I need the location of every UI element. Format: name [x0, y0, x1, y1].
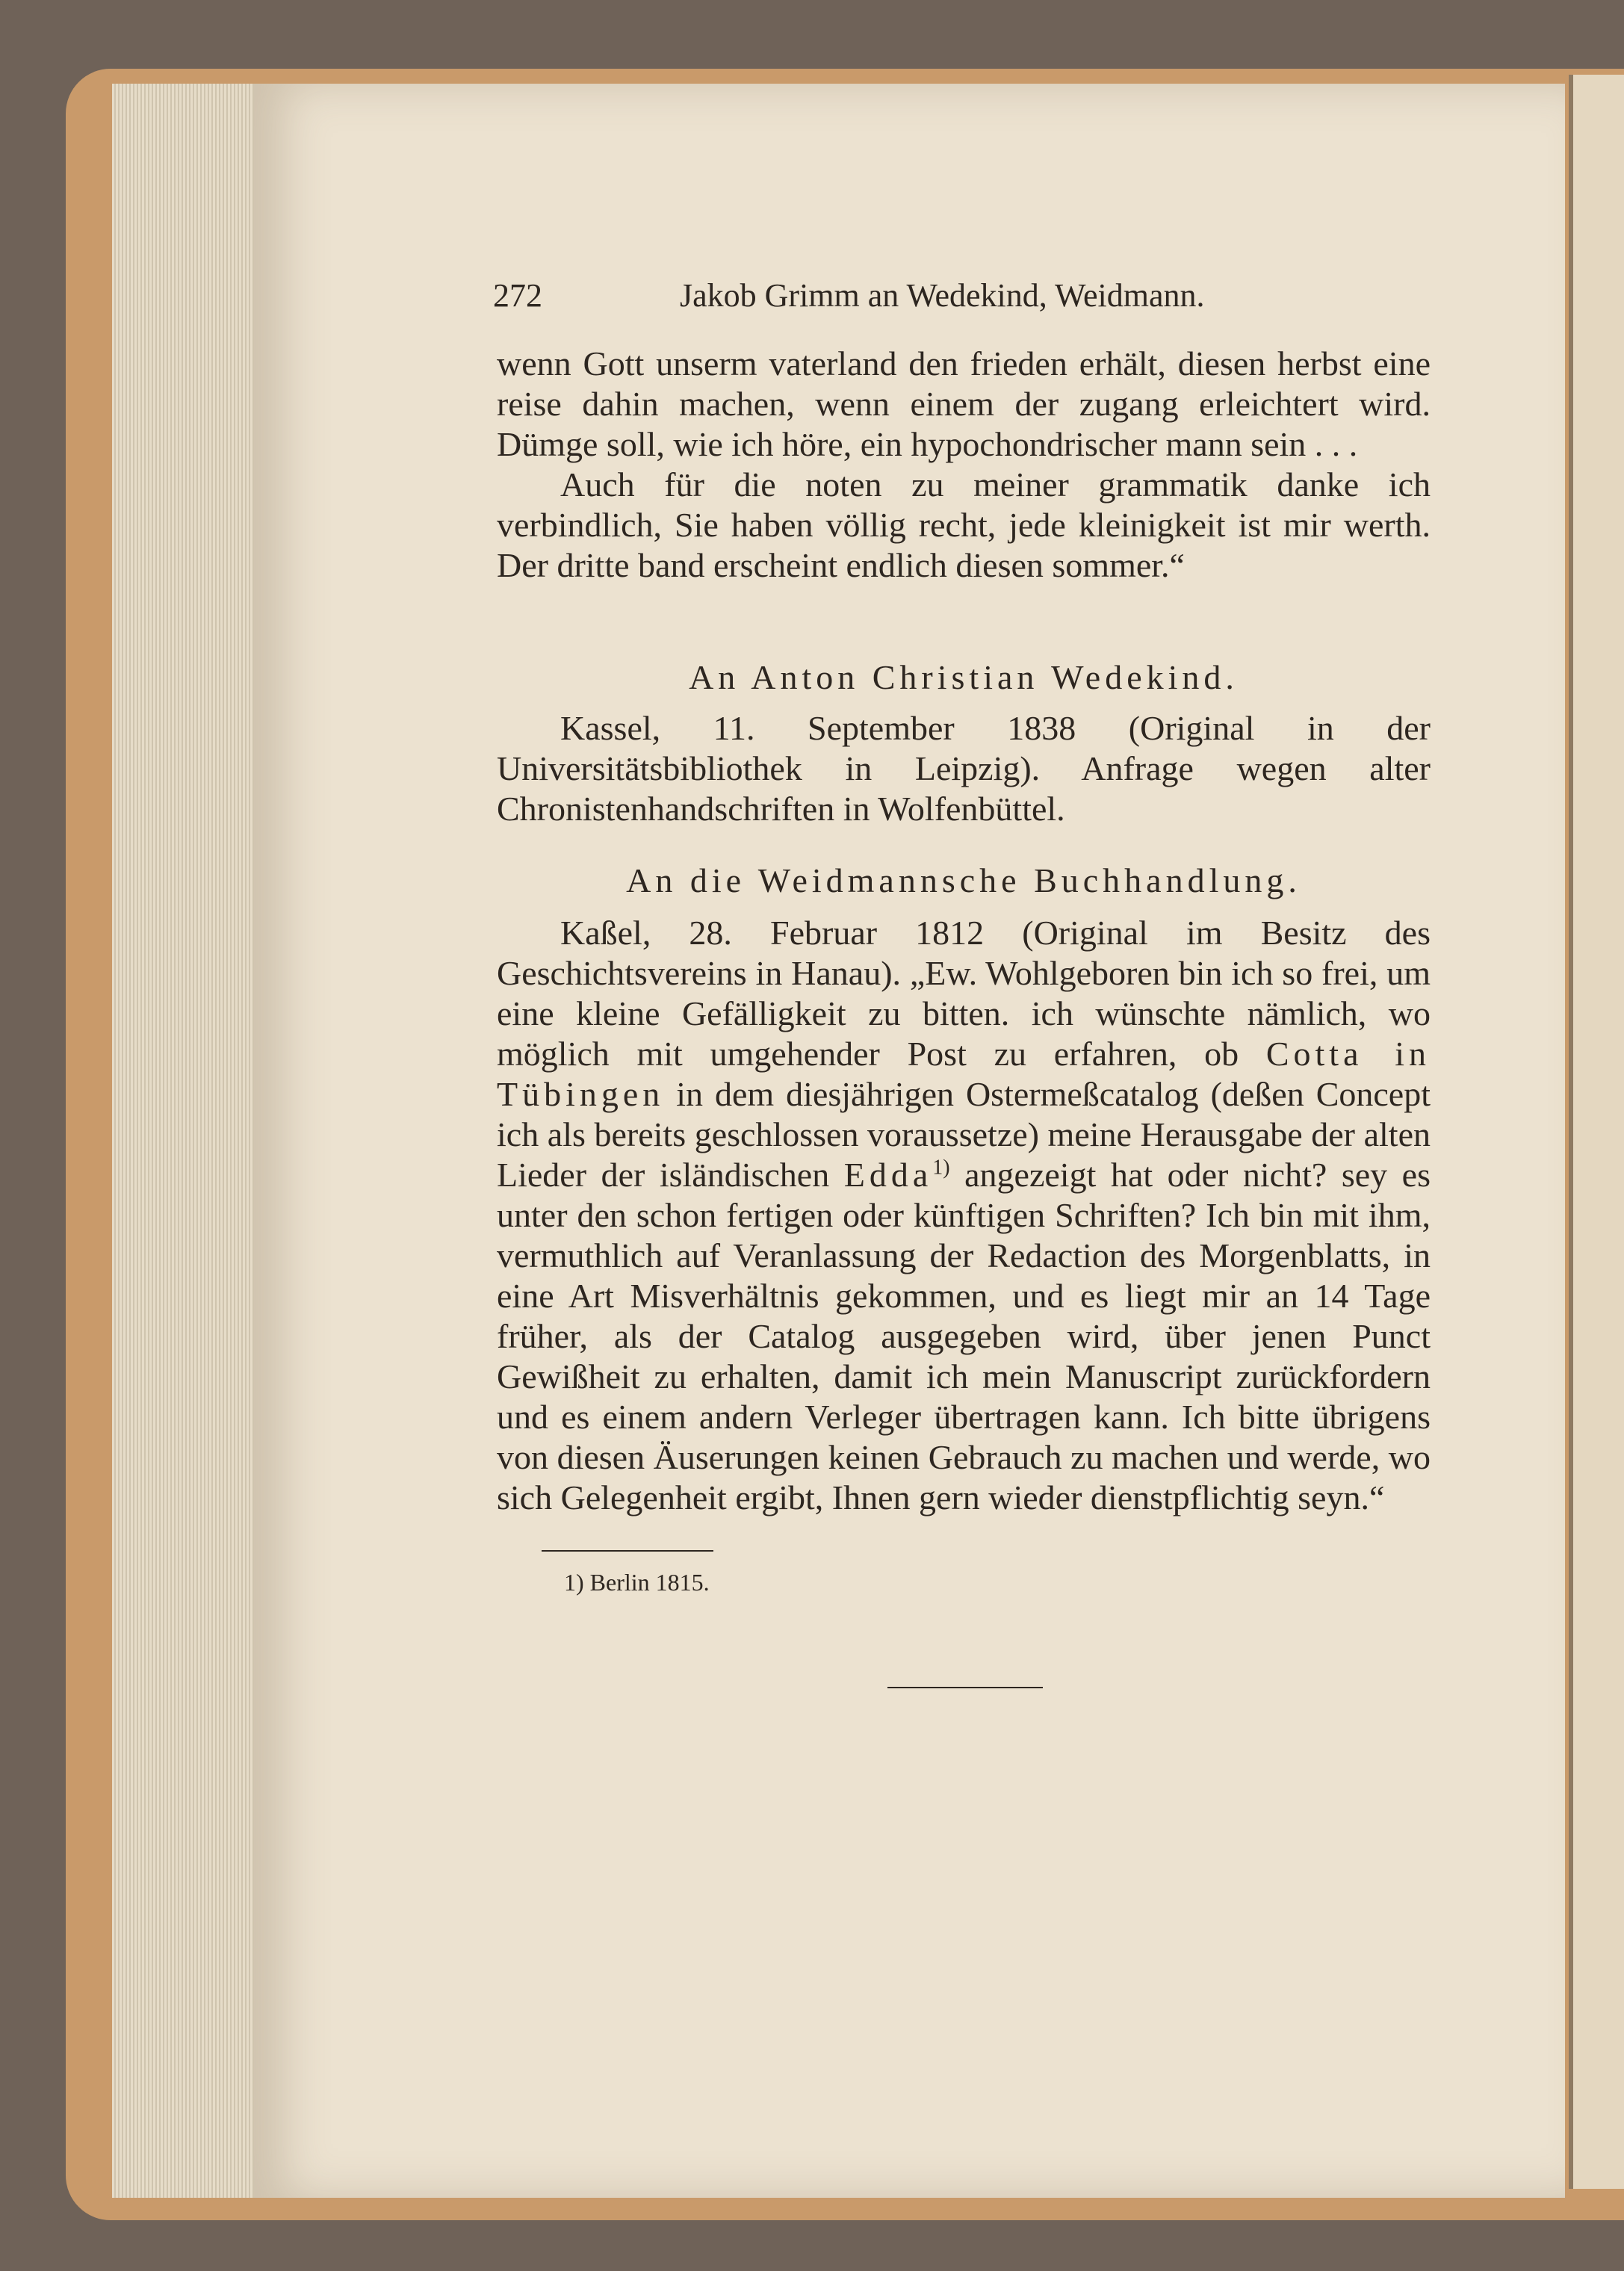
- next-page-edge: [1569, 75, 1624, 2189]
- paragraph-4: [497, 913, 1431, 1518]
- footnote-reference: 1): [932, 1156, 950, 1180]
- paragraph-2: Auch für die noten zu meiner grammatik danke ich verbindlich, Sie haben völlig recht, jede kleinigkeit ist mir werth. Der dritte band erscheint endlich diesen sommer.“: [497, 465, 1431, 584]
- footnote: 1) Berlin 1815.: [564, 1569, 710, 1596]
- paragraph-3: Kassel, 11. September 1838 (Original in der Universitätsbibliothek in Leipzig). Anfrage wegen alter Chronistenhandschriften in Wolfenbüttel.: [497, 709, 1431, 828]
- cotta-name: Cotta in Tübingen: [497, 1035, 1431, 1113]
- edda-name: Edda: [843, 1156, 933, 1194]
- paragraph-4-part-c: angezeigt hat oder nicht? sey es unter den schon fertigen oder künftigen Schriften? Ich bin mit ihm, vermuthlich auf Veranlassung der Redaction des Morgenblatts, in eine Art Misverhältnis gekommen, und es liegt mir an 14 Tage früher, als der Catalog ausgegeben wird, über jenen Punct Gewißheit zu erhalten, damit ich mein Manuscript zurückfordern und es einem andern Verleger übertragen kann. Ich bitte übrigens von diesen Äuserungen keinen Gebrauch zu machen und werde, wo sich Gelegenheit ergibt, Ihnen gern wieder dienstpflichtig seyn.“: [497, 1156, 1431, 1516]
- section-wedekind: [497, 708, 1431, 829]
- section-heading-weidmann: An die Weidmannsche Buchhandlung.: [626, 861, 1301, 899]
- paragraph-continuation: [497, 344, 1431, 586]
- paragraph-4-part-a: Kaßel, 28. Februar 1812 (Original im Besitz des Geschichtsvereins in Hanau). „Ew. Wohlgeboren bin ich so frei, um eine kleine Gefälligkeit zu bitten. ich wünschte nämlich, wo möglich mit umgehender Post zu erfahren, ob: [497, 914, 1431, 1073]
- footnote-rule: [542, 1550, 713, 1552]
- paragraph-1: wenn Gott unserm vaterland den frieden erhält, diesen herbst eine reise dahin machen, wenn einem der zugang erleichtert wird. Dümge soll, wie ich höre, ein hypochondrischer mann sein . . .: [497, 344, 1431, 463]
- running-title: Jakob Grimm an Wedekind, Weidmann.: [680, 277, 1205, 314]
- section-weidmann: [497, 913, 1431, 1518]
- section-end-rule: [887, 1687, 1043, 1688]
- paragraph-4-part-b: in dem diesjährigen Ostermeßcatalog (deßen Concept ich als bereits geschlossen voraussetze) meine Herausgabe der alten Lieder der isländischen: [497, 1075, 1431, 1194]
- section-heading-wedekind: An Anton Christian Wedekind.: [689, 658, 1239, 696]
- page-edges: [112, 84, 269, 2198]
- page-number: 272: [493, 277, 542, 314]
